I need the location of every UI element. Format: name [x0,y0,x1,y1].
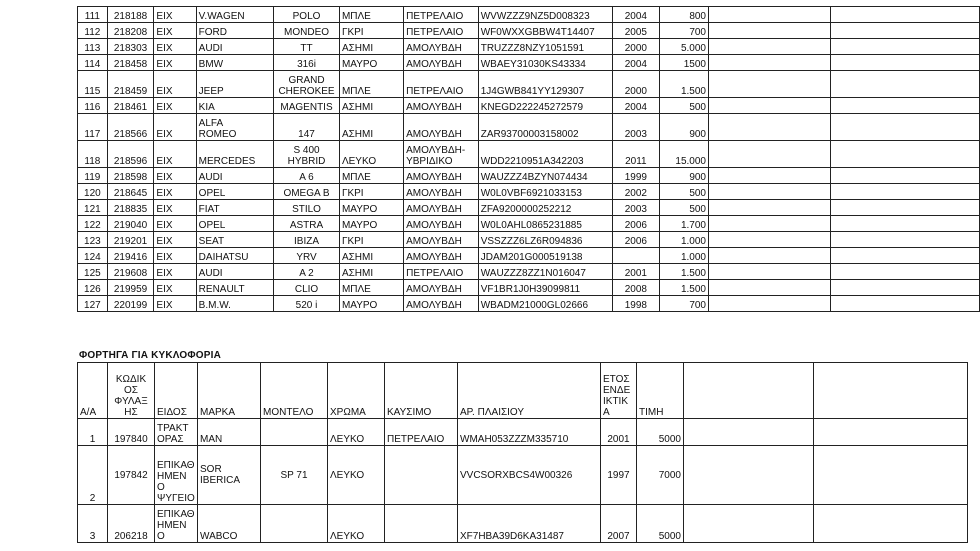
row-price: 800 [659,7,709,23]
row-fuel: ΑΜΟΛΥΒΔΗ [404,55,479,71]
empty-cell [709,280,831,296]
row-number: 115 [78,71,108,98]
header-price: ΤΙΜΗ [637,363,684,419]
empty-cell [830,98,979,114]
row-model: MAGENTIS [274,98,340,114]
row-price: 500 [659,200,709,216]
row-fuel: ΠΕΤΡΕΛΑΙΟ [385,419,458,446]
row-make: WABCO [198,505,261,543]
row-number: 127 [78,296,108,312]
row-year: 2011 [613,141,659,168]
row-vin: TRUZZZ8NZY1051591 [478,39,612,55]
row-number: 119 [78,168,108,184]
table-row [78,98,980,114]
row-vin: KNEGD222245272579 [478,98,612,114]
table-row [78,446,968,505]
row-price: 500 [659,184,709,200]
row-price: 1.000 [659,248,709,264]
header-aa: Α/Α [78,363,108,419]
row-type: ΕΙΧ [154,216,196,232]
empty-cell [830,114,979,141]
row-color: ΓΚΡΙ [339,232,403,248]
row-vin: WBAEY31030KS43334 [478,55,612,71]
row-year: 2006 [613,232,659,248]
empty-cell [709,264,831,280]
row-model: MONDEO [274,23,340,39]
row-fuel: ΑΜΟΛΥΒΔΗ [404,216,479,232]
row-number: 114 [78,55,108,71]
row-vin: WAUZZZ4BZYN074434 [478,168,612,184]
row-vin: JDAM201G000519138 [478,248,612,264]
row-model: STILO [274,200,340,216]
row-year: 2004 [613,7,659,23]
row-number: 126 [78,280,108,296]
table-row [78,23,980,39]
row-model [261,505,328,543]
row-vin: VVCSORXBCS4W00326 [458,446,601,505]
empty-cell [830,39,979,55]
row-model: OMEGA B [274,184,340,200]
row-fuel: ΑΜΟΛΥΒΔΗ [404,98,479,114]
row-color: ΜΠΛΕ [339,168,403,184]
empty-cell [830,200,979,216]
row-type: ΕΙΧ [154,248,196,264]
row-color: ΓΚΡΙ [339,23,403,39]
row-vin: WDD2210951A342203 [478,141,612,168]
row-price: 1.500 [659,264,709,280]
empty-cell [709,71,831,98]
row-make: BMW [196,55,273,71]
row-make: AUDI [196,39,273,55]
row-year: 2000 [613,39,659,55]
row-code: 218188 [107,7,154,23]
table-row [78,264,980,280]
row-number: 3 [78,505,108,543]
row-vin: W0L0AHL0865231885 [478,216,612,232]
empty-cell [830,71,979,98]
table-row [78,114,980,141]
empty-cell [814,419,968,446]
header-code: ΚΩΔΙΚ ΟΣ ΦΥΛΑΞ ΗΣ [108,363,155,419]
empty-cell [830,141,979,168]
row-year: 2001 [601,419,637,446]
row-vin: VF1BR1J0H39099811 [478,280,612,296]
row-model: YRV [274,248,340,264]
trucks-header-row [78,363,968,419]
row-fuel [385,505,458,543]
row-model: GRAND CHEROKEE [274,71,340,98]
row-price: 900 [659,114,709,141]
row-price: 15.000 [659,141,709,168]
row-color: ΛΕΥΚΟ [328,505,385,543]
row-number: 1 [78,419,108,446]
table-row [78,248,980,264]
row-number: 125 [78,264,108,280]
row-number: 121 [78,200,108,216]
table-row [78,280,980,296]
row-color: ΛΕΥΚΟ [328,446,385,505]
row-model: CLIO [274,280,340,296]
row-fuel: ΑΜΟΛΥΒΔΗ [404,184,479,200]
header-type: ΕΙΔΟΣ [155,363,198,419]
row-number: 118 [78,141,108,168]
table-row [78,55,980,71]
row-code: 197842 [108,446,155,505]
row-type: ΕΙΧ [154,71,196,98]
empty-cell [709,98,831,114]
row-vin: WBADM21000GL02666 [478,296,612,312]
row-vin: W0L0VBF6921033153 [478,184,612,200]
row-code: 218598 [107,168,154,184]
empty-cell [830,296,979,312]
row-fuel: ΑΜΟΛΥΒΔΗ [404,200,479,216]
table-row [78,200,980,216]
row-fuel: ΑΜΟΛΥΒΔΗ [404,114,479,141]
row-price: 7000 [637,446,684,505]
row-fuel [385,446,458,505]
row-code: 219959 [107,280,154,296]
empty-cell [814,446,968,505]
row-year: 2004 [613,98,659,114]
row-make: KIA [196,98,273,114]
row-code: 218458 [107,55,154,71]
empty-cell [709,200,831,216]
row-vin: WAUZZZ8ZZ1N016047 [478,264,612,280]
row-make: JEEP [196,71,273,98]
row-model: 147 [274,114,340,141]
row-code: 197840 [108,419,155,446]
row-year: 1999 [613,168,659,184]
row-year: 2000 [613,71,659,98]
row-price: 5000 [637,419,684,446]
row-model: A 6 [274,168,340,184]
row-vin: ZFA9200000252212 [478,200,612,216]
empty-cell [830,7,979,23]
row-fuel: ΠΕΤΡΕΛΑΙΟ [404,71,479,98]
row-code: 219201 [107,232,154,248]
row-number: 117 [78,114,108,141]
empty-cell [830,23,979,39]
empty-cell [830,55,979,71]
row-code: 219608 [107,264,154,280]
row-code: 218208 [107,23,154,39]
row-code: 219040 [107,216,154,232]
empty-cell [830,216,979,232]
row-vin: VSSZZZ6LZ6R094836 [478,232,612,248]
cars-table [77,6,980,312]
row-year: 2006 [613,216,659,232]
row-type: ΕΙΧ [154,23,196,39]
row-color: ΜΑΥΡΟ [339,296,403,312]
row-make: B.M.W. [196,296,273,312]
table-row [78,184,980,200]
row-price: 1.700 [659,216,709,232]
empty-cell [709,39,831,55]
row-model: IBIZA [274,232,340,248]
row-year: 2007 [601,505,637,543]
row-make: OPEL [196,216,273,232]
row-type: ΕΙΧ [154,39,196,55]
row-number: 116 [78,98,108,114]
empty-cell [709,114,831,141]
table-row [78,39,980,55]
row-code: 218566 [107,114,154,141]
table-row [78,7,980,23]
header-year: ΕΤΟΣ ΕΝΔΕ ΙΚΤΙΚ Α [601,363,637,419]
empty-cell [709,7,831,23]
section-title: ΦΟΡΤΗΓΑ ΓΙΑ ΚΥΚΛΟΦΟΡΙΑ [79,350,222,361]
row-make: MAN [198,419,261,446]
row-price: 1500 [659,55,709,71]
row-color: ΑΣΗΜΙ [339,264,403,280]
header-vin: ΑΡ. ΠΛΑΙΣΙΟΥ [458,363,601,419]
row-model: POLO [274,7,340,23]
row-code: 218459 [107,71,154,98]
row-fuel: ΑΜΟΛΥΒΔΗ [404,296,479,312]
row-make: RENAULT [196,280,273,296]
row-vin: XF7HBA39D6KA31487 [458,505,601,543]
row-type: ΕΙΧ [154,232,196,248]
row-make: FIAT [196,200,273,216]
row-price: 5.000 [659,39,709,55]
empty-cell [709,55,831,71]
row-price: 1.000 [659,232,709,248]
empty-cell [830,248,979,264]
empty-cell [684,446,814,505]
row-type: ΕΙΧ [154,114,196,141]
row-year: 2004 [613,55,659,71]
header-color: ΧΡΩΜΑ [328,363,385,419]
row-fuel: ΠΕΤΡΕΛΑΙΟ [404,23,479,39]
row-fuel: ΠΕΤΡΕΛΑΙΟ [404,264,479,280]
row-make: V.WAGEN [196,7,273,23]
empty-cell [830,232,979,248]
table-row [78,296,980,312]
empty-cell [709,296,831,312]
row-year [613,248,659,264]
row-color: ΓΚΡΙ [339,184,403,200]
row-vin: ZAR93700003158002 [478,114,612,141]
trucks-table-body [78,363,968,543]
row-model: S 400 HYBRID [274,141,340,168]
row-color: ΜΠΛΕ [339,71,403,98]
empty-cell [684,419,814,446]
row-type: ΕΙΧ [154,264,196,280]
row-number: 122 [78,216,108,232]
row-model: 316i [274,55,340,71]
empty-cell [709,248,831,264]
table-row [78,419,968,446]
row-type: ΕΙΧ [154,98,196,114]
row-year: 2005 [613,23,659,39]
row-type: ΕΙΧ [154,280,196,296]
empty-cell [684,505,814,543]
row-number: 2 [78,446,108,505]
row-year: 1998 [613,296,659,312]
row-color: ΑΣΗΜΙ [339,98,403,114]
row-make: ALFA ROMEO [196,114,273,141]
empty-cell [709,141,831,168]
row-price: 700 [659,23,709,39]
row-type: ΕΙΧ [154,168,196,184]
row-price: 700 [659,296,709,312]
row-code: 218835 [107,200,154,216]
empty-cell [830,280,979,296]
row-color: ΜΑΥΡΟ [339,55,403,71]
row-color: ΑΣΗΜΙ [339,248,403,264]
row-make: MERCEDES [196,141,273,168]
row-model [261,419,328,446]
row-fuel: ΠΕΤΡΕΛΑΙΟ [404,7,479,23]
row-type: ΕΠΙΚΑΘ ΗΜΕΝ Ο ΨΥΓΕΙΟ [155,446,198,505]
row-year: 2008 [613,280,659,296]
row-number: 120 [78,184,108,200]
row-vin: WVWZZZ9NZ5D008323 [478,7,612,23]
row-code: 218596 [107,141,154,168]
row-number: 113 [78,39,108,55]
trucks-table [77,362,968,543]
row-model: A 2 [274,264,340,280]
empty-cell [830,184,979,200]
row-year: 2002 [613,184,659,200]
row-number: 111 [78,7,108,23]
table-row [78,71,980,98]
table-row [78,216,980,232]
row-color: ΛΕΥΚΟ [328,419,385,446]
empty-cell [684,363,814,419]
row-model: TT [274,39,340,55]
empty-cell [814,363,968,419]
row-make: OPEL [196,184,273,200]
row-year: 2003 [613,114,659,141]
header-fuel: ΚΑΥΣΙΜΟ [385,363,458,419]
row-fuel: ΑΜΟΛΥΒΔΗ- ΥΒΡΙΔΙΚΟ [404,141,479,168]
row-type: ΕΙΧ [154,200,196,216]
row-type: ΕΙΧ [154,184,196,200]
row-code: 218461 [107,98,154,114]
row-make: AUDI [196,264,273,280]
empty-cell [709,232,831,248]
row-type: ΕΙΧ [154,141,196,168]
header-model: ΜΟΝΤΕΛΟ [261,363,328,419]
row-type: ΕΙΧ [154,296,196,312]
table-row [78,168,980,184]
empty-cell [709,168,831,184]
row-make: SOR IBERICA [198,446,261,505]
row-year: 1997 [601,446,637,505]
row-model: ASTRA [274,216,340,232]
row-vin: WF0WXXGBBW4T14407 [478,23,612,39]
row-make: AUDI [196,168,273,184]
row-number: 112 [78,23,108,39]
row-price: 1.500 [659,71,709,98]
header-make: ΜΑΡΚΑ [198,363,261,419]
row-price: 500 [659,98,709,114]
row-price: 1.500 [659,280,709,296]
empty-cell [709,216,831,232]
empty-cell [709,23,831,39]
row-color: ΜΑΥΡΟ [339,200,403,216]
row-year: 2003 [613,200,659,216]
table-row [78,141,980,168]
row-color: ΑΣΗΜΙ [339,39,403,55]
row-year: 2001 [613,264,659,280]
empty-cell [830,168,979,184]
row-make: SEAT [196,232,273,248]
row-color: ΜΑΥΡΟ [339,216,403,232]
row-code: 218303 [107,39,154,55]
row-price: 900 [659,168,709,184]
row-code: 220199 [107,296,154,312]
row-fuel: ΑΜΟΛΥΒΔΗ [404,168,479,184]
row-color: ΛΕΥΚΟ [339,141,403,168]
empty-cell [830,264,979,280]
row-fuel: ΑΜΟΛΥΒΔΗ [404,232,479,248]
row-code: 219416 [107,248,154,264]
row-fuel: ΑΜΟΛΥΒΔΗ [404,280,479,296]
row-type: ΤΡΑΚΤ ΟΡΑΣ [155,419,198,446]
row-type: ΕΙΧ [154,55,196,71]
row-number: 123 [78,232,108,248]
cars-table-body [78,7,980,312]
row-color: ΜΠΛΕ [339,7,403,23]
row-color: ΑΣΗΜΙ [339,114,403,141]
empty-cell [709,184,831,200]
row-number: 124 [78,248,108,264]
row-price: 5000 [637,505,684,543]
row-color: ΜΠΛΕ [339,280,403,296]
table-row [78,232,980,248]
row-model: 520 i [274,296,340,312]
row-type: ΕΙΧ [154,7,196,23]
row-code: 206218 [108,505,155,543]
empty-cell [814,505,968,543]
row-make: DAIHATSU [196,248,273,264]
row-vin: 1J4GWB841YY129307 [478,71,612,98]
row-type: ΕΠΙΚΑΘ ΗΜΕΝ Ο [155,505,198,543]
row-fuel: ΑΜΟΛΥΒΔΗ [404,39,479,55]
row-model: SP 71 [261,446,328,505]
row-code: 218645 [107,184,154,200]
row-vin: WMAH053ZZZM335710 [458,419,601,446]
table-row [78,505,968,543]
row-fuel: ΑΜΟΛΥΒΔΗ [404,248,479,264]
row-make: FORD [196,23,273,39]
